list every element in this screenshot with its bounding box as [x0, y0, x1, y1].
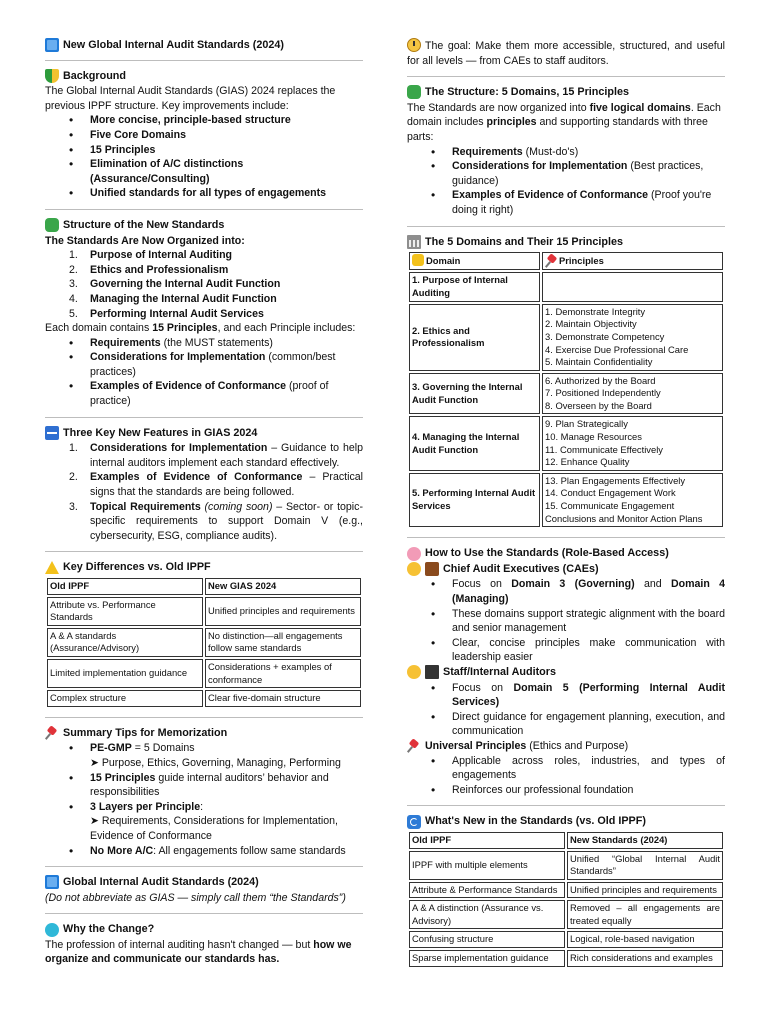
table-row: A & A standards (Assurance/Advisory) No distinction—all engagements follow same standards: [47, 628, 361, 657]
differences-table: [45, 576, 363, 709]
features-list: [45, 441, 363, 543]
list-item: 5. Performing Internal Audit Services: [69, 307, 264, 320]
list-item: • Requirements (Must-do's): [407, 145, 725, 160]
doc-title: New Global Internal Audit Standards (2024): [45, 38, 363, 53]
structure-heading: Structure of the New Standards: [45, 218, 363, 233]
bank-icon: [407, 235, 421, 249]
list-item: • Unified standards for all types of engagements: [45, 186, 363, 201]
table-row: 4. Managing the Internal Audit Function 9. Plan Strategically 10. Manage Resources 11. Communicate Effectively 12. Enhance Quality: [409, 416, 723, 470]
table-header-row: Old IPPF New GIAS 2024: [47, 578, 361, 595]
right-column: [407, 38, 725, 985]
features-section: [45, 426, 363, 553]
tips-list: [45, 741, 363, 756]
tips-subline: ➤ Purpose, Ethics, Governing, Managing, Performing: [90, 756, 341, 769]
structure5-heading: The Structure: 5 Domains, 15 Principles: [407, 85, 725, 100]
list-item: • Focus on Domain 5 (Performing Internal Audit Services): [407, 681, 725, 710]
table-row: 2. Ethics and Professionalism 1. Demonstrate Integrity 2. Maintain Objectivity 3. Demonstrate Competency 4. Exercise Due Professional Care 5. Maintain Confidentiality: [409, 304, 723, 371]
structure5-text: The Standards are now organized into five logical domains. Each domain includes principles and supporting standards with three parts:: [407, 101, 721, 143]
book-icon: [45, 875, 59, 889]
tips-list: [45, 844, 363, 859]
background-text: The Global Internal Audit Standards (GIAS) 2024 replaces the previous IPPF structure. Key improvements include:: [45, 85, 336, 112]
minus-icon: [45, 426, 59, 440]
structure-section: [45, 218, 363, 418]
domains15-heading: The 5 Domains and Their 15 Principles: [407, 235, 725, 250]
background-heading: Background: [45, 69, 363, 84]
structure-subheading: The Standards Are Now Organized into:: [45, 234, 245, 247]
table-row: Limited implementation guidance Considerations + examples of conformance: [47, 659, 361, 688]
domain-list: [45, 248, 363, 321]
warning-icon: [45, 561, 59, 574]
face-icon: [407, 562, 421, 576]
cae-heading: Chief Audit Executives (CAEs): [407, 562, 725, 577]
table-row: Sparse implementation guidance Rich considerations and examples: [409, 950, 723, 967]
pushpin-icon: [45, 726, 59, 740]
table-row: 5. Performing Internal Audit Services 13. Plan Engagements Effectively 14. Conduct Engagement Work 15. Communicate Engagement Conclusions and Monitor Action Plans: [409, 473, 723, 527]
universal-heading: Universal Principles (Ethics and Purpose): [407, 739, 725, 754]
face-icon: [407, 665, 421, 679]
gias-heading: Global Internal Audit Standards (2024): [45, 875, 363, 890]
table-header-row: Old IPPF New Standards (2024): [409, 832, 723, 849]
whatsnew-table: [407, 830, 725, 969]
why-text: The profession of internal auditing hasn't changed — but how we organize and communicate our standards has.: [45, 938, 352, 966]
table-row: 1. Purpose of Internal Auditing: [409, 272, 723, 302]
list-item: • 3 Layers per Principle:: [45, 800, 363, 815]
table-row: Attribute & Performance Standards Unified principles and requirements: [409, 882, 723, 899]
list-item: 1. Purpose of Internal Auditing: [69, 249, 233, 262]
list-item: • Examples of Evidence of Conformance (proof of practice): [45, 379, 363, 408]
list-item: • Elimination of A/C distinctions (Assurance/Consulting): [45, 157, 363, 186]
list-item: • Considerations for Implementation (common/best practices): [45, 350, 363, 379]
list-item: 2. Ethics and Professionalism: [69, 263, 229, 276]
table-row: Confusing structure Logical, role-based navigation: [409, 931, 723, 948]
goal-section: [407, 38, 725, 77]
list-item: • Requirements (the MUST statements): [45, 336, 363, 351]
list-item: • Considerations for Implementation (Best practices, guidance): [407, 159, 725, 188]
background-list: [45, 113, 363, 201]
tips-subline: ➤ Requirements, Considerations for Implementation, Evidence of Conformance: [90, 815, 338, 842]
brain-icon: [407, 547, 421, 561]
features-heading: Three Key New Features in GIAS 2024: [45, 426, 363, 441]
structure5-section: [407, 85, 725, 226]
laptop-icon: [425, 665, 439, 679]
whatsnew-section: [407, 814, 725, 976]
list-item: • These domains support strategic alignment with the board and senior management: [407, 607, 725, 636]
list-item: • No More A/C: All engagements follow same standards: [45, 844, 363, 859]
table-row: 3. Governing the Internal Audit Function 6. Authorized by the Board 7. Positioned Independently 8. Overseen by the Board: [409, 373, 723, 415]
list-item: • Applicable across roles, industries, and types of engagements: [407, 754, 725, 783]
whatsnew-heading: What's New in the Standards (vs. Old IPPF): [407, 814, 725, 829]
principle-parts-list: [45, 336, 363, 409]
structure-each-text: Each domain contains 15 Principles, and each Principle includes:: [45, 322, 356, 335]
pushpin-icon: [545, 254, 557, 266]
list-item: • 15 Principles guide internal auditors’ behavior and responsibilities: [45, 771, 363, 800]
why-heading: Why the Change?: [45, 922, 363, 937]
gias-section: [45, 875, 363, 914]
clock-icon: [407, 38, 421, 52]
why-section: [45, 922, 363, 975]
list-item: • PE-GMP = 5 Domains: [45, 741, 363, 756]
list-item: • Clear, concise principles make communication with leadership easier: [407, 636, 725, 665]
left-column: [45, 38, 363, 983]
star-icon: [412, 254, 424, 266]
shield-icon: [45, 69, 59, 83]
domains15-table: [407, 250, 725, 529]
structure5-list: [407, 145, 725, 218]
list-item: • Focus on Domain 3 (Governing) and Domain 4 (Managing): [407, 577, 725, 606]
list-item: • Five Core Domains: [45, 128, 363, 143]
book-icon: [45, 38, 59, 52]
cae-list: [407, 577, 725, 665]
tips-list: [45, 771, 363, 815]
list-item: 2. Examples of Evidence of Conformance – Practical signs that the standards are being followed.: [69, 471, 363, 499]
title-section: [45, 38, 363, 61]
table-header-row: Domain Principles: [409, 252, 723, 270]
list-item: • Direct guidance for engagement planning, execution, and communication: [407, 710, 725, 739]
staff-heading: Staff/Internal Auditors: [407, 665, 725, 680]
list-item: • Examples of Evidence of Conformance (Proof you're doing it right): [407, 188, 725, 217]
globe-icon: [45, 923, 59, 937]
tips-section: [45, 726, 363, 867]
puzzle-icon: [45, 218, 59, 232]
list-item: • Reinforces our professional foundation: [407, 783, 725, 798]
differences-section: [45, 560, 363, 717]
table-row: Complex structure Clear five-domain structure: [47, 690, 361, 707]
gias-note: (Do not abbreviate as GIAS — simply call them “the Standards”): [45, 891, 346, 904]
list-item: 3. Governing the Internal Audit Function: [69, 278, 281, 291]
list-item: • 15 Principles: [45, 143, 363, 158]
list-item: • More concise, principle-based structure: [45, 113, 363, 128]
differences-heading: Key Differences vs. Old IPPF: [45, 560, 363, 575]
staff-list: [407, 681, 725, 739]
universal-list: [407, 754, 725, 798]
puzzle-icon: [407, 85, 421, 99]
tips-heading: Summary Tips for Memorization: [45, 726, 363, 741]
table-row: IPPF with multiple elements Unified “Global Internal Audit Standards”: [409, 851, 723, 880]
list-item: 1. Considerations for Implementation – Guidance to help internal auditors implement each standard effectively.: [69, 442, 363, 469]
list-item: 4. Managing the Internal Audit Function: [69, 292, 277, 305]
briefcase-icon: [425, 562, 439, 576]
background-section: [45, 69, 363, 210]
table-row: Attribute vs. Performance Standards Unified principles and requirements: [47, 597, 361, 626]
refresh-icon: [407, 815, 421, 829]
list-item: 3. Topical Requirements (coming soon) – Sector- or topic-specific requirements to support Domain V (e.g., cybersecurity, ESG, compliance audits).: [69, 500, 363, 542]
table-row: A & A distinction (Assurance vs. Advisory) Removed – all engagements are treated equally: [409, 900, 723, 929]
goal-text: The goal: Make them more accessible, structured, and useful for all levels — from CAEs to staff auditors.: [407, 40, 725, 67]
howto-section: [407, 546, 725, 806]
howto-heading: How to Use the Standards (Role-Based Access): [407, 546, 725, 561]
pushpin-icon: [407, 739, 421, 753]
domains15-section: [407, 235, 725, 539]
